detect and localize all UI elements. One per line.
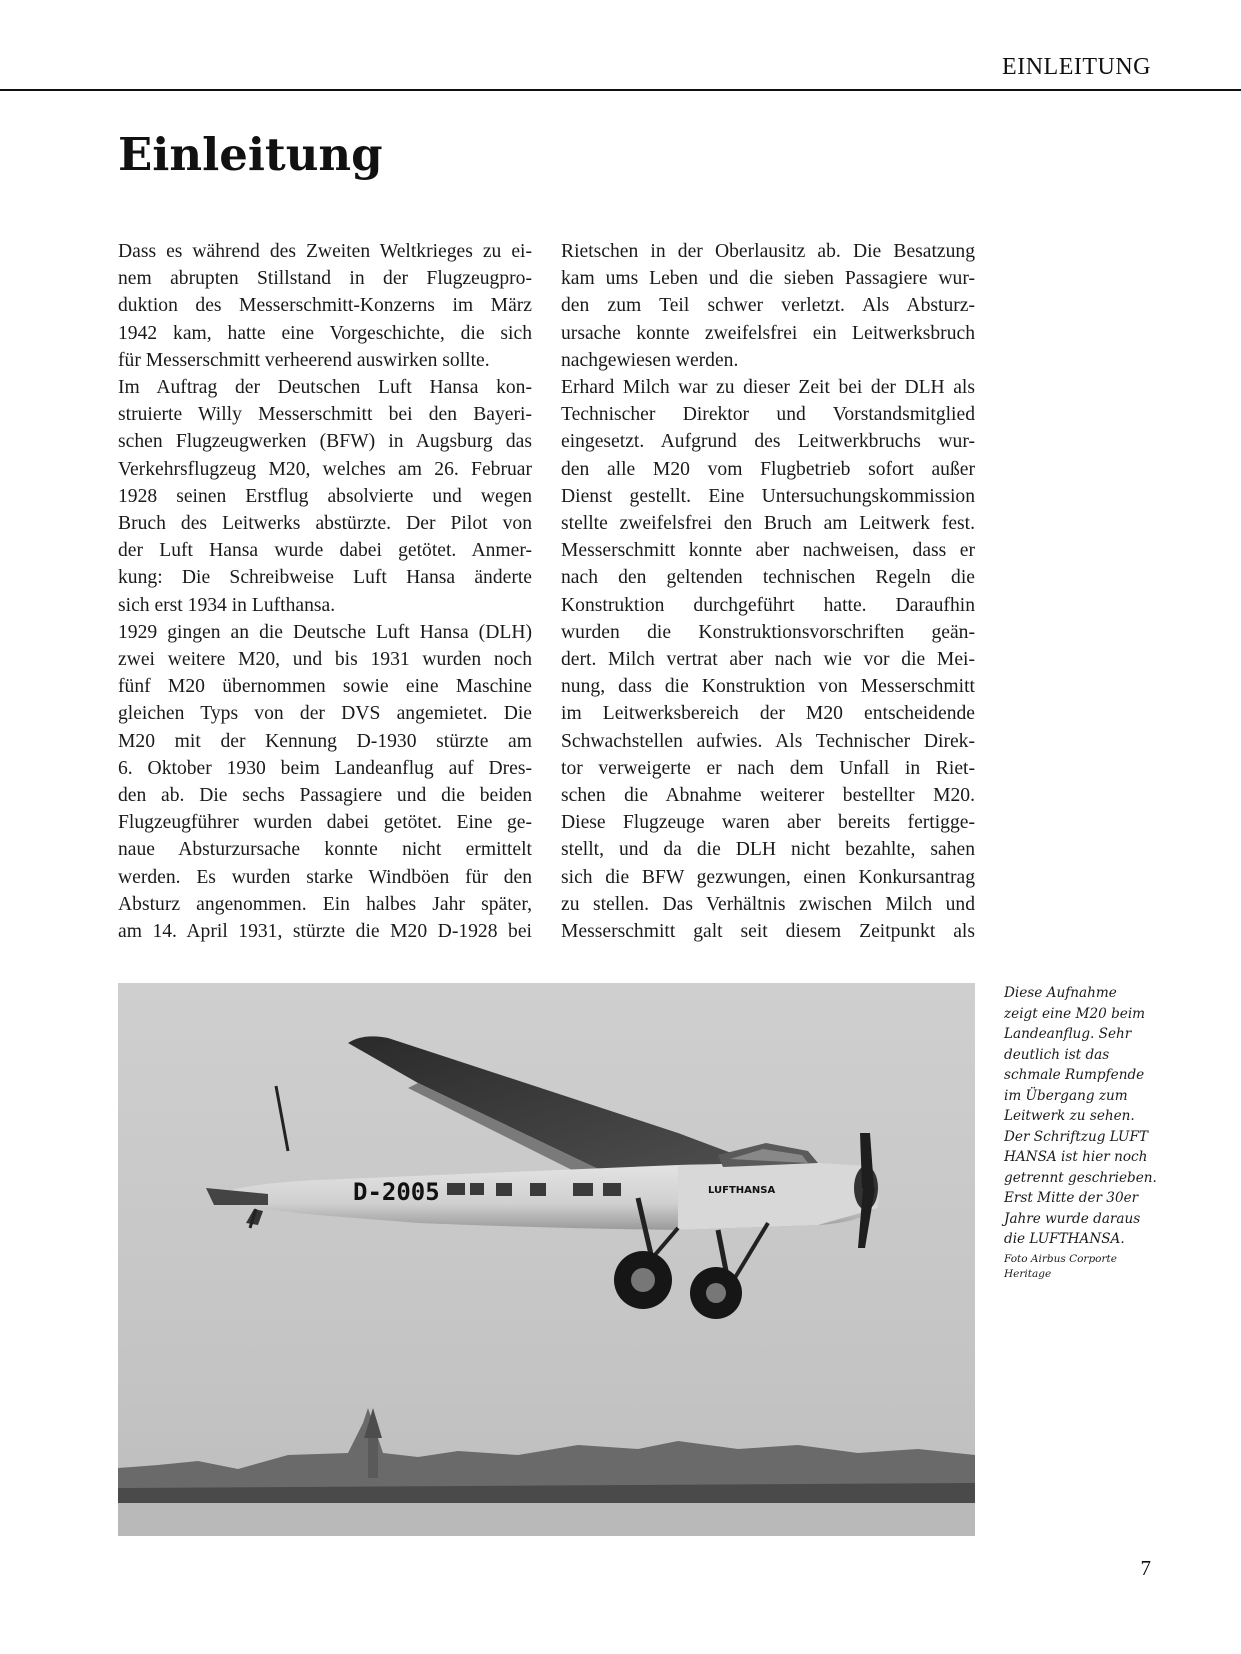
text-line: Erhard Milch war zu dieser Zeit bei der DLH als [561,377,975,399]
text-line: zwei weitere M20, und bis 1931 wurden noch [118,649,532,671]
text-column-right [561,238,975,945]
text-line: im Leitwerksbereich der M20 entscheidende [561,703,975,725]
text-line: Technischer Direktor und Vorstandsmitglied [561,404,975,426]
aircraft-registration: D-2005 [353,1178,440,1206]
text-line: Dienst gestellt. Eine Untersuchungskommission [561,485,975,507]
text-line: Verkehrsflugzeug M20, welches am 26. Februar [118,458,532,480]
text-line: Messerschmitt galt seit diesem Zeitpunkt als [561,921,975,943]
text-line: dert. Milch vertrat aber nach wie vor die Mei- [561,649,975,671]
caption-line: schmale Rumpfende [1004,1067,1145,1083]
fuselage-lettering: LUFTHANSA [708,1185,776,1196]
text-line: schen die Abnahme weiterer bestellter M20. [561,785,975,807]
text-line: Rietschen in der Oberlausitz ab. Die Besatzung [561,241,975,262]
photo-caption [1004,983,1157,1282]
text-line: kam ums Leben und die sieben Passagiere wur- [561,268,975,290]
text-line: für Messerschmitt verheerend auswirken sollte. [118,349,490,371]
text-line: duktion des Messerschmitt-Konzerns im März [118,295,532,317]
chapter-title: Einleitung [118,128,383,181]
caption-line: Der Schriftzug LUFT [1004,1128,1148,1145]
text-line: Diese Flugzeuge waren aber bereits fertigge- [561,812,975,834]
caption-line: Erst Mitte der 30er [1004,1190,1139,1206]
text-line: den zum Teil schwer verletzt. Als Absturz- [561,295,975,317]
text-line: nem abrupten Stillstand in der Flugzeugpro- [118,268,532,290]
text-line: werden. Es wurden starke Windböen für den [118,866,532,888]
m20-aircraft-illustration [118,983,975,1536]
page-number: 7 [1140,1556,1151,1580]
text-line: M20 mit der Kennung D-1930 stürzte am [118,730,532,752]
text-line: 1928 seinen Erstflug absolvierte und wegen [118,485,532,507]
text-column-left [118,238,532,945]
caption-line: die LUFTHANSA. [1004,1231,1125,1247]
text-line: kung: Die Schreibweise Luft Hansa änderte [118,567,532,589]
photo-credit: Foto Airbus Corporte Heritage [1004,1252,1117,1280]
caption-line: Landeanflug. Sehr [1004,1026,1132,1042]
text-line: tor verweigerte er nach dem Unfall in Riet- [561,757,975,779]
text-line: zu stellen. Das Verhältnis zwischen Milch und [561,893,975,915]
text-line: Flugzeugführer wurden dabei getötet. Eine ge- [118,812,532,834]
caption-line: deutlich ist das [1004,1046,1110,1063]
text-line: den alle M20 vom Flugbetrieb sofort außer [561,458,975,480]
text-line: Schwachstellen aufwies. Als Technischer Direk- [561,730,975,752]
text-line: Konstruktion durchgeführt hatte. Daraufhin [561,594,975,616]
text-line: eingesetzt. Aufgrund des Leitwerkbruchs wur- [561,431,975,453]
text-line: Messerschmitt konnte aber nachweisen, dass er [561,540,975,562]
text-line: Bruch des Leitwerks abstürzte. Der Pilot von [118,513,532,535]
text-line: nung, dass die Konstruktion von Messerschmitt [561,676,975,698]
text-line: den ab. Die sechs Passagiere und die beiden [118,785,532,807]
text-line: stellt, und da die DLH nicht bezahlte, sahen [561,839,975,861]
caption-line: zeigt eine M20 beim [1004,1005,1146,1022]
caption-line: getrennt geschrieben. [1004,1169,1157,1186]
text-line: sich die BFW gezwungen, einen Konkursantrag [561,866,975,888]
text-line: gleichen Typs von der DVS angemietet. Die [118,703,532,725]
text-line: Im Auftrag der Deutschen Luft Hansa kon- [118,377,532,399]
header-rule [0,89,1241,91]
text-line: struierte Willy Messerschmitt bei den Bayeri- [118,404,532,426]
text-line: fünf M20 übernommen sowie eine Maschine [118,676,532,698]
text-line: wurden die Konstruktionsvorschriften geän- [561,621,975,643]
caption-line: Jahre wurde daraus [1004,1210,1141,1227]
caption-line: Diese Aufnahme [1004,985,1117,1001]
text-line: stellte zweifelsfrei den Bruch am Leitwerk fest. [561,513,975,535]
text-line: 1929 gingen an die Deutsche Luft Hansa (DLH) [118,621,532,643]
aircraft-photo [118,983,975,1536]
text-line: der Luft Hansa wurde dabei getötet. Anmer- [118,540,532,562]
text-line: nach den geltenden technischen Regeln die [561,567,975,589]
text-line: 6. Oktober 1930 beim Landeanflug auf Dres- [118,757,532,779]
text-line: naue Absturzursache konnte nicht ermittelt [118,839,532,861]
text-line: Absturz angenommen. Ein halbes Jahr später, [118,893,532,915]
text-line: Dass es während des Zweiten Weltkrieges zu ei- [118,241,532,262]
text-line: am 14. April 1931, stürzte die M20 D-1928 bei [118,921,532,943]
text-line: ursache konnte zweifelsfrei ein Leitwerksbruch [561,322,975,344]
running-head: EINLEITUNG [1002,54,1151,80]
text-line: 1942 kam, hatte eine Vorgeschichte, die sich [118,322,532,344]
text-line: schen Flugzeugwerken (BFW) in Augsburg das [118,431,532,453]
text-line: nachgewiesen werden. [561,349,739,371]
caption-line: Leitwerk zu sehen. [1004,1108,1135,1124]
text-line: sich erst 1934 in Lufthansa. [118,594,336,616]
caption-line: HANSA ist hier noch [1004,1149,1148,1165]
caption-line: im Übergang zum [1004,1087,1128,1104]
